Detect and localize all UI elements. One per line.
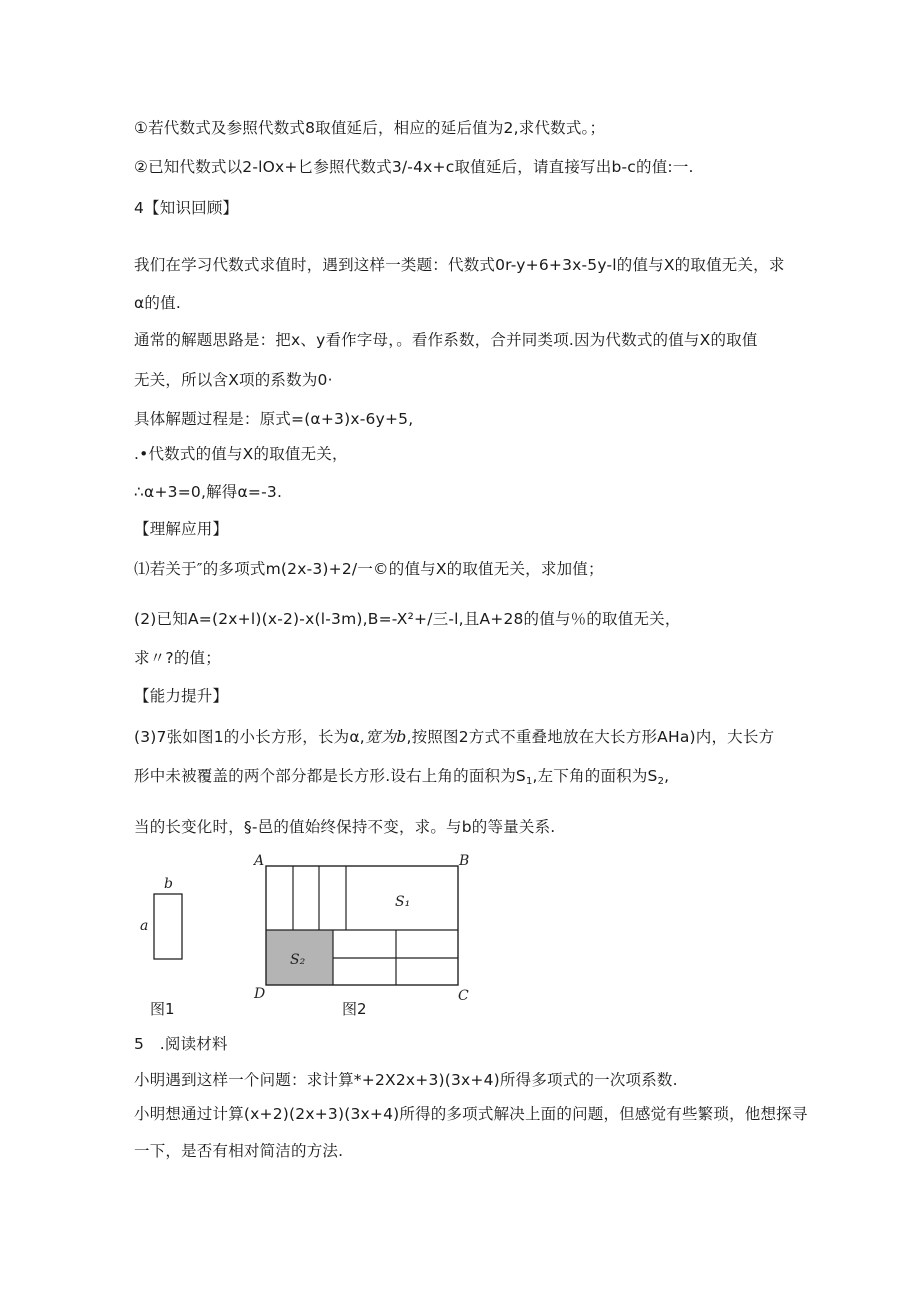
paragraph-line: 小明遇到这样一个问题：求计算*+2X2x+3)(3x+4)所得多项式的一次项系数. xyxy=(134,1071,678,1089)
subsection-heading: 【理解应用】 xyxy=(134,520,229,538)
question-item-1: ①若代数式及参照代数式8取值延后，相应的延后值为2,求代数式。； xyxy=(134,119,606,137)
subscript: 1 xyxy=(525,776,533,787)
figure-1-small-rectangle xyxy=(137,872,197,967)
paragraph-line: α的值. xyxy=(134,294,181,312)
figure-1-caption: 图1 xyxy=(150,1000,175,1018)
paragraph-line: 当的长变化时，§-邑的值始终保持不变，求。与b的等量关系. xyxy=(134,818,556,836)
paragraph-line xyxy=(134,766,669,792)
question-item-understand-1: ⑴若关于″的多项式m(2x-3)+2/一©的值与X的取值无关，求加值； xyxy=(134,560,604,578)
question-item-ability-3 xyxy=(134,727,774,747)
label-a: a xyxy=(140,918,149,934)
corner-label-c: C xyxy=(458,988,469,1003)
paragraph-line: 具体解题过程是：原式=(α+3)x-6y+5, xyxy=(134,410,414,428)
text-segment: 形中未被覆盖的两个部分都是长方形.设右上角的面积为S xyxy=(134,767,526,785)
paragraph-line: .•代数式的值与X的取值无关， xyxy=(134,445,348,463)
label-b: b xyxy=(164,876,173,892)
corner-label-b: B xyxy=(459,853,470,869)
paragraph-line: 小明想通过计算(x+2)(2x+3)(3x+4)所得的多项式解决上面的问题，但感觉有些繁琐，他想探寻 xyxy=(134,1105,808,1123)
question-item-understand-2: (2)已知A=(2x+l)(x-2)-x(l-3m),B=-X²+∕三-l,且A+28的值与％的取值无关， xyxy=(134,610,681,628)
paragraph-line: 无关，所以含X项的系数为0· xyxy=(134,371,333,389)
text-segment: ,按照图2方式不重叠地放在大长方形AHa)内，大长方 xyxy=(406,728,775,746)
question-item-2: ②已知代数式以2-lOx+匕参照代数式3∕-4x+c取值延后，请直接写出b-c的值:一. xyxy=(134,158,694,176)
text-segment-italic: 宽为b xyxy=(364,728,407,746)
paragraph-line: 求〃?的值； xyxy=(134,649,221,667)
figure-2-large-rectangle xyxy=(248,848,478,1003)
section-heading-4: 4【知识回顾】 xyxy=(134,199,239,217)
region-label-s2: S₂ xyxy=(290,952,306,968)
section-heading-5: 5 .阅读材料 xyxy=(134,1035,228,1053)
paragraph-line: 通常的解题思路是：把x、y看作字母，。看作系数，合并同类项.因为代数式的值与X的取值 xyxy=(134,331,758,349)
corner-label-d: D xyxy=(254,986,266,1002)
region-label-s1: S₁ xyxy=(395,894,411,910)
paragraph-line: 一下，是否有相对简洁的方法. xyxy=(134,1142,344,1160)
text-segment: ,左下角的面积为S xyxy=(532,767,658,785)
paragraph-line: ∴α+3=0,解得α=-3. xyxy=(134,483,283,501)
small-rectangle-shape xyxy=(154,894,182,959)
text-segment: , xyxy=(664,767,670,785)
text-segment: (3)7张如图1的小长方形，长为α, xyxy=(134,728,365,746)
figure-2-caption: 图2 xyxy=(342,1000,367,1018)
corner-label-a: A xyxy=(254,853,265,869)
subsection-heading: 【能力提升】 xyxy=(134,687,229,705)
paragraph-line: 我们在学习代数式求值时，遇到这样一类题：代数式0r-y+6+3x-5y-l的值与X的取值无关，求 xyxy=(134,256,785,274)
subscript: 2 xyxy=(657,776,665,787)
